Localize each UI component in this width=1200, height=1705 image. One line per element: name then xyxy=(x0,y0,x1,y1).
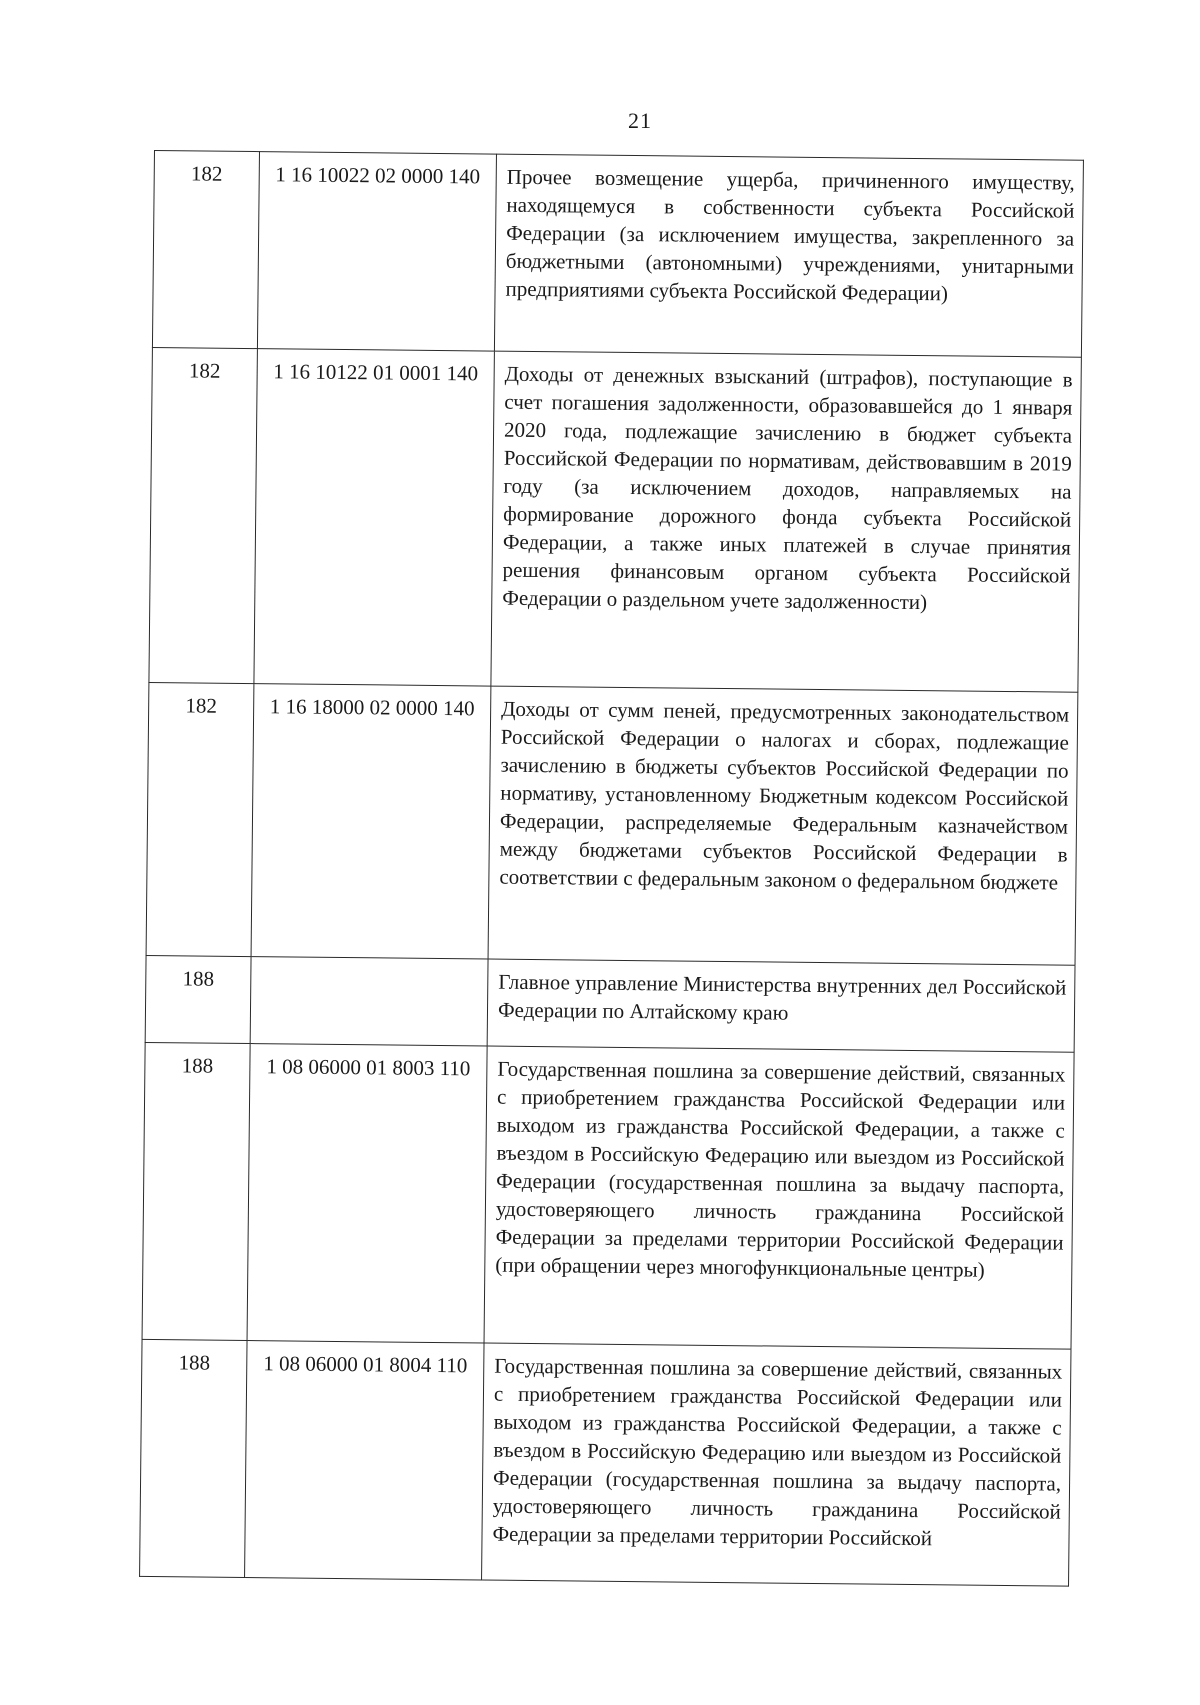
table-row xyxy=(142,1042,1074,1349)
admin-code-cell: 182 xyxy=(152,151,259,349)
budget-code-cell xyxy=(250,957,488,1046)
table-row xyxy=(152,151,1083,358)
revenue-codes-table xyxy=(139,150,1084,1587)
description-cell: Доходы от сумм пеней, предусмотренных законодательством Российской Федерации о налогах и сборах, подлежащие зачислению в бюджеты субъектов Российской Федерации по нормативу, установленному Бюджетным кодексом Российской Федерации, распределяемые Федеральным казначейством между бюджетами субъектов Российской Федерации в соответствии с федеральным законом о федеральном бюджете xyxy=(488,686,1078,965)
description-cell: Государственная пошлина за совершение действий, связанных с приобретением гражданства Российской Федерации или выходом из гражданства Российской Федерации, а также с въездом в Российскую Федерацию или выездом из Российской Федерации (государственная пошлина за выдачу паспорта, удостоверяющего личность гражданина Российской Федерации за пределами территории Российской xyxy=(482,1343,1071,1586)
page-number: 21 xyxy=(628,108,652,133)
admin-code-cell: 188 xyxy=(142,1042,250,1340)
table-row xyxy=(140,1339,1071,1586)
admin-code-cell: 182 xyxy=(149,347,258,683)
table-row xyxy=(145,955,1075,1052)
description-cell: Доходы от денежных взысканий (штрафов), поступающие в счет погашения задолженности, образовавшейся до 1 января 2020 года, подлежащие зачислению в бюджет субъекта Российской Федерации по нормативам, действовавшим в 2019 году (за исключением доходов, направляемых на формирование дорожного фонда субъекта Российской Федерации, а также иных платежей в случае принятия решения финансовым органом субъекта Российской Федерации о раздельном учете задолженности) xyxy=(491,351,1081,692)
table-row xyxy=(146,682,1078,965)
admin-code-cell: 182 xyxy=(146,682,254,956)
table-row xyxy=(149,347,1081,692)
description-cell: Прочее возмещение ущерба, причиненного имуществу, находящемуся в собственности субъекта Российской Федерации (за исключением имущества, закрепленного за бюджетными (автономными) учреждениями, унитарными предприятиями субъекта Российской Федерации) xyxy=(494,154,1083,357)
description-cell: Государственная пошлина за совершение действий, связанных с приобретением гражданства Российской Федерации или выходом из гражданства Российской Федерации, а также с въездом в Российскую Федерацию или выездом из Российской Федерации (государственная пошлина за выдачу паспорта, удостоверяющего личность гражданина Российской Федерации за пределами территории Российской Федерации (при обращении через многофункциональные центры) xyxy=(484,1046,1074,1349)
budget-code-cell: 1 16 10022 02 0000 140 xyxy=(257,152,496,351)
description-cell: Главное управление Министерства внутренних дел Российской Федерации по Алтайскому краю xyxy=(487,959,1075,1052)
budget-code-cell: 1 08 06000 01 8004 110 xyxy=(245,1341,484,1580)
budget-code-cell: 1 16 10122 01 0001 140 xyxy=(254,349,494,686)
admin-code-cell: 188 xyxy=(140,1339,247,1577)
admin-code-cell: 188 xyxy=(145,955,251,1043)
budget-code-cell: 1 08 06000 01 8003 110 xyxy=(247,1044,487,1343)
budget-code-cell: 1 16 18000 02 0000 140 xyxy=(251,684,491,959)
